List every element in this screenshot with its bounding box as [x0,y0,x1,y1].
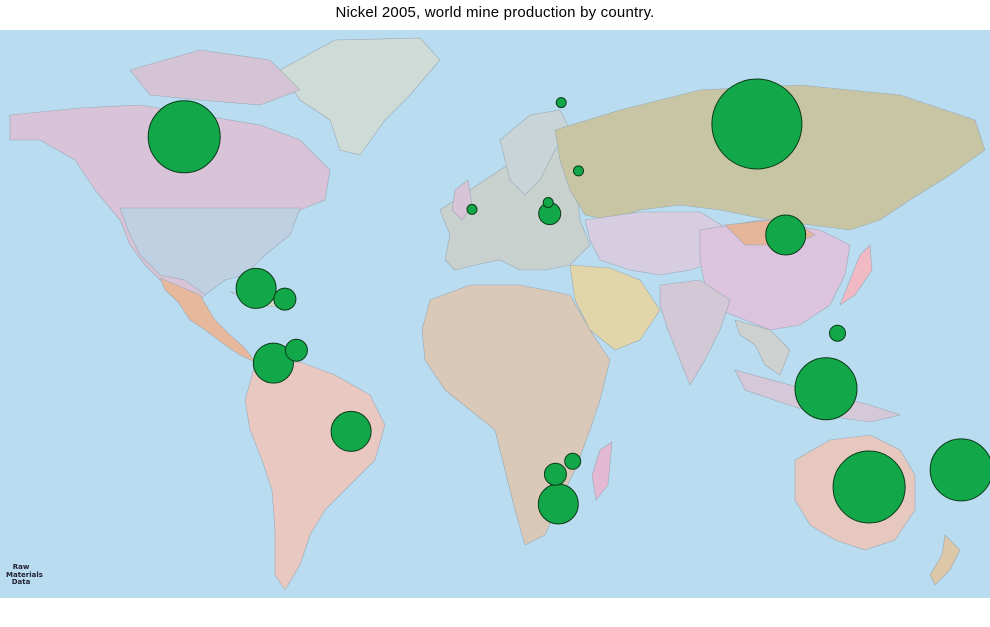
raw-materials-data-logo [6,563,43,587]
marker-cuba [236,268,276,308]
map-title: Nickel 2005, world mine production by country. [335,4,655,21]
marker-new-caledonia [930,439,990,501]
marker-finland [556,98,566,108]
marker-philippines [830,325,846,341]
marker-indonesia [795,358,857,420]
marker-macedonia [543,198,553,208]
marker-dominican-republic [274,288,296,310]
marker-ukraine [574,166,584,176]
marker-zimbabwe [565,453,581,469]
logo-line: Data [11,578,31,586]
marker-botswana [544,463,566,485]
marker-brazil [331,411,371,451]
marker-canada [148,101,220,173]
world-map [0,30,990,598]
marker-south-africa [538,484,578,524]
marker-venezuela [285,339,307,361]
logo-line: Materials [6,570,43,579]
marker-russia [712,79,802,169]
marker-spain [467,204,477,214]
logo-line: Raw [12,563,30,571]
marker-china [766,215,806,255]
marker-australia [833,451,905,523]
